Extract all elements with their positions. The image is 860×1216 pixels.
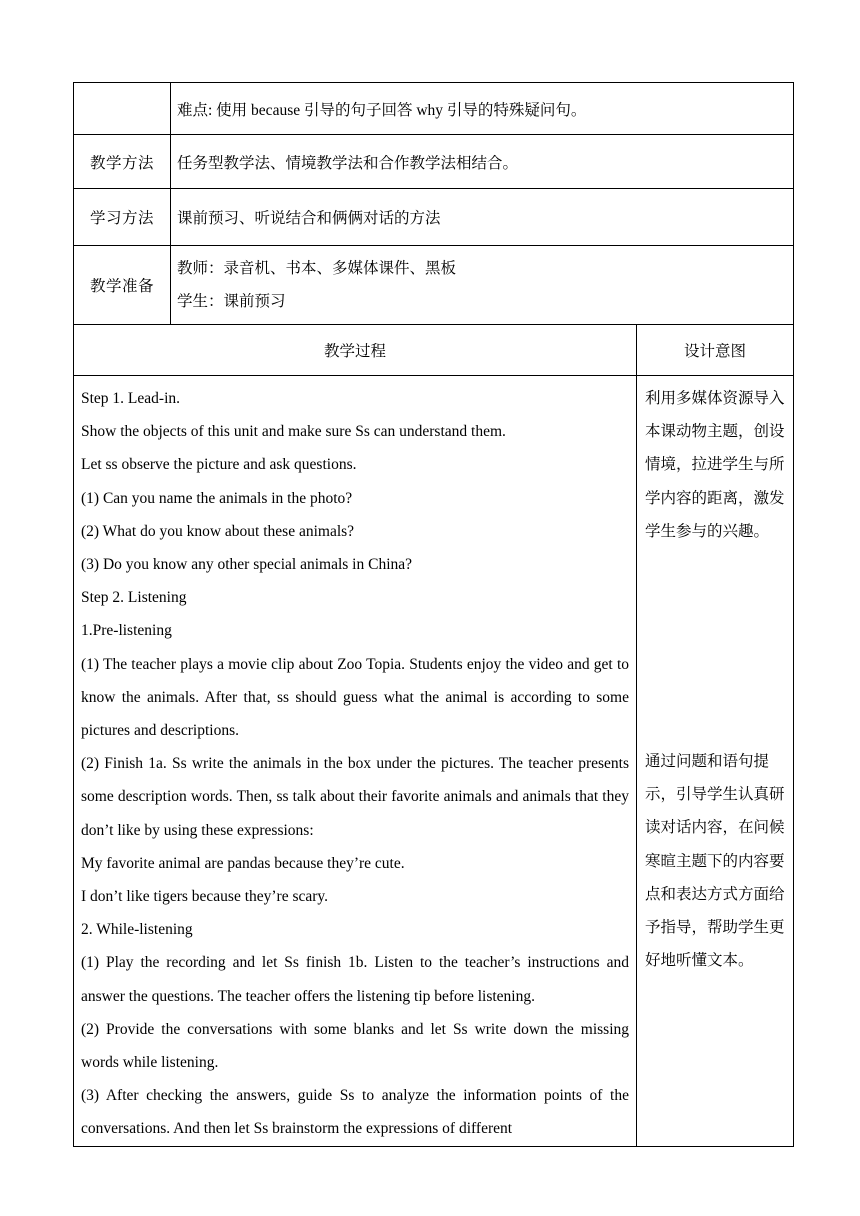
prep-label: 教学准备 — [74, 246, 171, 325]
study-label: 学习方法 — [74, 189, 171, 246]
intent-header: 设计意图 — [637, 325, 794, 376]
process-line: Step 1. Lead-in. — [81, 390, 181, 407]
process-cell — [74, 376, 637, 1147]
method-label: 教学方法 — [74, 135, 171, 189]
process-line: (2) What do you know about these animals? — [81, 522, 355, 540]
process-line: 2. While-listening — [81, 921, 193, 939]
process-line: Let ss observe the picture and ask questions. — [81, 456, 357, 474]
process-line: (1) Play the recording and let Ss finish 1b. Listen to the teacher’s instructions and answer the questions. The teacher offers the listening tip before listening. — [81, 954, 629, 1005]
prep-text — [171, 246, 794, 325]
lesson-plan-table — [73, 82, 794, 1147]
difficulty-text: 难点: 使用 because 引导的句子回答 why 引导的特殊疑问句。 — [171, 83, 794, 135]
intent-cell — [637, 376, 794, 1147]
study-text: 课前预习、听说结合和俩俩对话的方法 — [171, 189, 794, 246]
process-line: (1) Can you name the animals in the photo? — [81, 489, 353, 507]
prep-student-line: 学生：课前预习 — [177, 293, 286, 310]
difficulty-label — [74, 83, 171, 135]
process-line: (1) The teacher plays a movie clip about Zoo Topia. Students enjoy the video and get to know the animals. After that, ss should guess what the animal is according to some pictures and descriptions. — [81, 655, 629, 740]
process-line: 1.Pre-listening — [81, 622, 172, 640]
process-line: (3) After checking the answers, guide Ss to analyze the information points of the conversations. And then let Ss brainstorm the expressions of different — [81, 1087, 629, 1138]
intent-text-listening: 通过问题和语句提示，引导学生认真研读对话内容，在问候寒暄主题下的内容要点和表达方式方面给予指导，帮助学生更好地听懂文本。 — [645, 753, 785, 970]
method-row — [74, 135, 794, 189]
process-line: (3) Do you know any other special animals in China? — [81, 556, 413, 574]
intent-text-lead-in: 利用多媒体资源导入本课动物主题，创设情境，拉进学生与所学内容的距离，激发学生参与的兴趣。 — [645, 390, 785, 540]
process-line: Step 2. Listening — [81, 589, 187, 607]
method-text: 任务型教学法、情境教学法和合作教学法相结合。 — [171, 135, 794, 189]
process-line: (2) Finish 1a. Ss write the animals in the box under the pictures. The teacher presents some description words. Then, ss talk about their favorite animals and animals that they don’t like by using these expressions: — [81, 755, 629, 839]
process-line: Show the objects of this unit and make sure Ss can understand them. — [81, 423, 506, 441]
header-row — [74, 325, 794, 376]
prep-row — [74, 246, 794, 325]
process-header: 教学过程 — [74, 325, 637, 376]
difficulty-row — [74, 83, 794, 135]
process-line: I don’t like tigers because they’re scary. — [81, 888, 329, 906]
study-row — [74, 189, 794, 246]
process-line: (2) Provide the conversations with some blanks and let Ss write down the missing words while listening. — [81, 1020, 629, 1072]
process-row — [74, 376, 794, 1147]
process-line: My favorite animal are pandas because they’re cute. — [81, 854, 405, 872]
prep-teacher-line: 教师：录音机、书本、多媒体课件、黑板 — [177, 260, 457, 277]
